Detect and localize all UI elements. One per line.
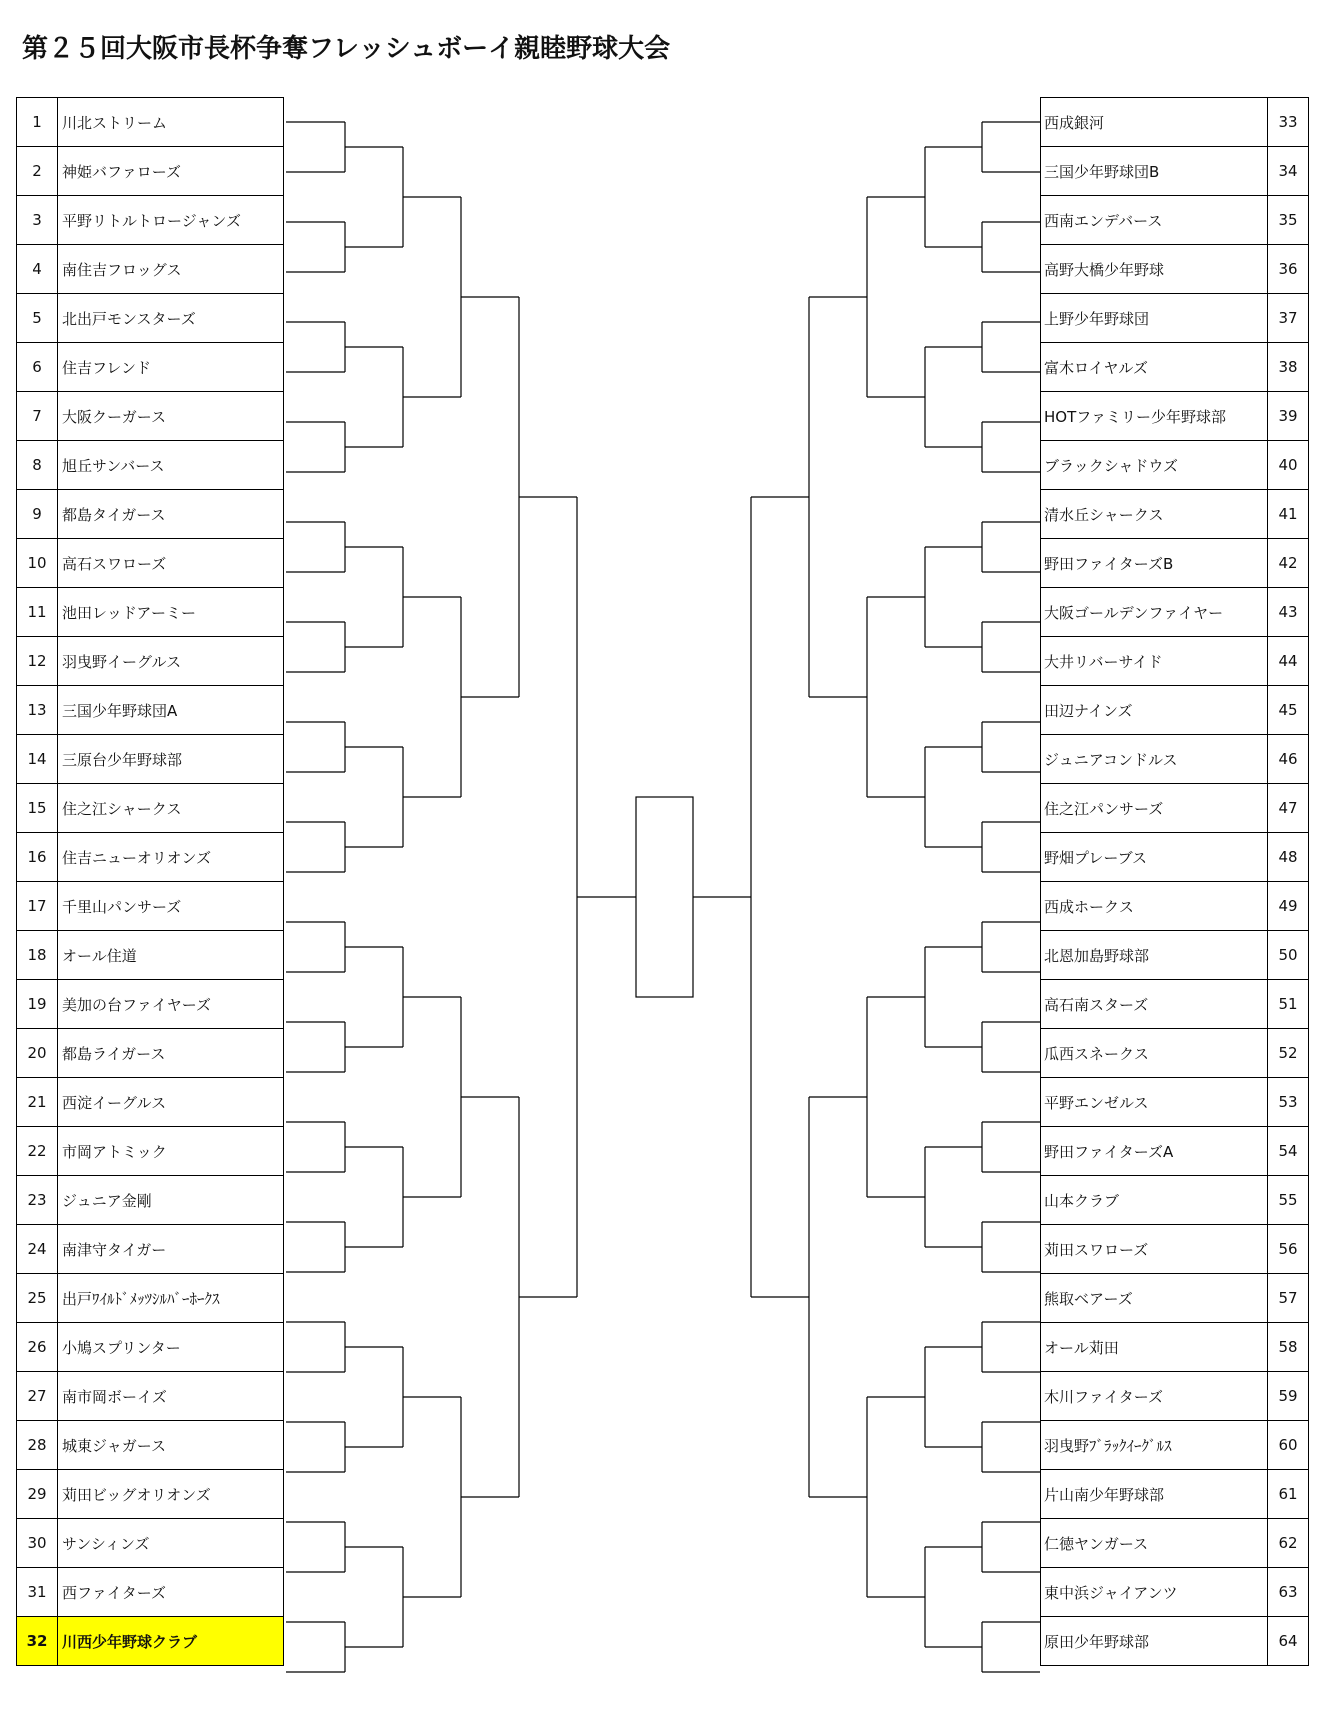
team-name: 三国少年野球団B <box>1041 147 1268 196</box>
team-name: 北出戸モンスターズ <box>58 294 284 343</box>
team-row <box>17 1568 284 1617</box>
team-number: 20 <box>17 1029 58 1078</box>
team-name: 小鳩スプリンター <box>58 1323 284 1372</box>
team-number: 17 <box>17 882 58 931</box>
team-row <box>1041 539 1309 588</box>
team-number: 7 <box>17 392 58 441</box>
team-name: 山本クラブ <box>1041 1176 1268 1225</box>
team-row <box>1041 980 1309 1029</box>
team-name: 池田レッドアーミー <box>58 588 284 637</box>
team-row <box>17 735 284 784</box>
team-name: 西ファイターズ <box>58 1568 284 1617</box>
team-number: 12 <box>17 637 58 686</box>
team-row <box>17 1176 284 1225</box>
team-name: 南住吉フロッグス <box>58 245 284 294</box>
team-row <box>17 1323 284 1372</box>
team-number: 53 <box>1268 1078 1309 1127</box>
team-number: 47 <box>1268 784 1309 833</box>
team-name: 野田ファイターズB <box>1041 539 1268 588</box>
team-name: 西成ホークス <box>1041 882 1268 931</box>
team-number: 14 <box>17 735 58 784</box>
team-row <box>1041 1078 1309 1127</box>
team-row <box>17 1617 284 1666</box>
team-row <box>1041 882 1309 931</box>
team-number: 13 <box>17 686 58 735</box>
team-row <box>17 343 284 392</box>
team-name: ブラックシャドウズ <box>1041 441 1268 490</box>
team-number: 48 <box>1268 833 1309 882</box>
final-box <box>636 797 693 997</box>
team-number: 51 <box>1268 980 1309 1029</box>
team-number: 56 <box>1268 1225 1309 1274</box>
team-row <box>17 980 284 1029</box>
team-name: 美加の台ファイヤーズ <box>58 980 284 1029</box>
team-row <box>1041 245 1309 294</box>
team-name: 大阪ゴールデンファイヤー <box>1041 588 1268 637</box>
team-number: 2 <box>17 147 58 196</box>
team-row <box>1041 833 1309 882</box>
team-name: 川西少年野球クラブ <box>58 1617 284 1666</box>
team-number: 55 <box>1268 1176 1309 1225</box>
team-number: 24 <box>17 1225 58 1274</box>
team-name: 北恩加島野球部 <box>1041 931 1268 980</box>
team-row <box>17 1225 284 1274</box>
team-row <box>1041 147 1309 196</box>
team-name: 高石スワローズ <box>58 539 284 588</box>
team-number: 49 <box>1268 882 1309 931</box>
team-number: 63 <box>1268 1568 1309 1617</box>
team-number: 26 <box>17 1323 58 1372</box>
team-number: 33 <box>1268 98 1309 147</box>
team-number: 35 <box>1268 196 1309 245</box>
team-name: 南市岡ボーイズ <box>58 1372 284 1421</box>
team-number: 32 <box>17 1617 58 1666</box>
team-number: 21 <box>17 1078 58 1127</box>
team-name: 富木ロイヤルズ <box>1041 343 1268 392</box>
page-title: 第２５回大阪市長杯争奪フレッシュボーイ親睦野球大会 <box>22 34 671 64</box>
team-number: 52 <box>1268 1029 1309 1078</box>
team-name: 原田少年野球部 <box>1041 1617 1268 1666</box>
team-name: 苅田スワローズ <box>1041 1225 1268 1274</box>
team-row <box>1041 588 1309 637</box>
team-number: 57 <box>1268 1274 1309 1323</box>
team-row <box>1041 1421 1309 1470</box>
team-row <box>17 245 284 294</box>
team-name: 住之江パンサーズ <box>1041 784 1268 833</box>
team-row <box>1041 1029 1309 1078</box>
team-name: 上野少年野球団 <box>1041 294 1268 343</box>
team-name: 清水丘シャークス <box>1041 490 1268 539</box>
team-row <box>17 1372 284 1421</box>
team-name: 川北ストリーム <box>58 98 284 147</box>
team-row <box>17 588 284 637</box>
team-row <box>17 147 284 196</box>
team-name: 熊取ベアーズ <box>1041 1274 1268 1323</box>
team-name: 野田ファイターズA <box>1041 1127 1268 1176</box>
team-row <box>1041 686 1309 735</box>
team-row <box>17 1470 284 1519</box>
team-number: 19 <box>17 980 58 1029</box>
team-row <box>17 1274 284 1323</box>
team-name: 城東ジャガース <box>58 1421 284 1470</box>
team-row <box>17 784 284 833</box>
team-name: 片山南少年野球部 <box>1041 1470 1268 1519</box>
team-number: 10 <box>17 539 58 588</box>
team-number: 61 <box>1268 1470 1309 1519</box>
team-row <box>1041 1323 1309 1372</box>
team-number: 29 <box>17 1470 58 1519</box>
team-number: 39 <box>1268 392 1309 441</box>
team-name: 都島ライガース <box>58 1029 284 1078</box>
team-name: 瓜西スネークス <box>1041 1029 1268 1078</box>
team-row <box>17 686 284 735</box>
team-number: 30 <box>17 1519 58 1568</box>
team-name: 住吉フレンド <box>58 343 284 392</box>
team-row <box>1041 735 1309 784</box>
team-number: 62 <box>1268 1519 1309 1568</box>
team-name: 西淀イーグルス <box>58 1078 284 1127</box>
team-number: 42 <box>1268 539 1309 588</box>
team-number: 16 <box>17 833 58 882</box>
team-row <box>17 1421 284 1470</box>
team-number: 45 <box>1268 686 1309 735</box>
team-number: 59 <box>1268 1372 1309 1421</box>
team-number: 36 <box>1268 245 1309 294</box>
team-row <box>1041 343 1309 392</box>
team-number: 60 <box>1268 1421 1309 1470</box>
team-row <box>17 196 284 245</box>
team-name: 西成銀河 <box>1041 98 1268 147</box>
team-number: 34 <box>1268 147 1309 196</box>
team-name: 高石南スターズ <box>1041 980 1268 1029</box>
team-number: 31 <box>17 1568 58 1617</box>
team-number: 54 <box>1268 1127 1309 1176</box>
team-number: 38 <box>1268 343 1309 392</box>
team-name: 苅田ビッグオリオンズ <box>58 1470 284 1519</box>
team-number: 8 <box>17 441 58 490</box>
team-row <box>1041 392 1309 441</box>
team-name: サンシィンズ <box>58 1519 284 1568</box>
team-name: HOTファミリー少年野球部 <box>1041 392 1268 441</box>
team-row <box>1041 98 1309 147</box>
team-row <box>1041 1372 1309 1421</box>
team-row <box>17 882 284 931</box>
team-name: 羽曳野ﾌﾞﾗｯｸｲｰｸﾞﾙｽ <box>1041 1421 1268 1470</box>
team-name: オール苅田 <box>1041 1323 1268 1372</box>
team-name: 出戸ﾜｲﾙﾄﾞﾒｯﾂｼﾙﾊﾞｰﾎｰｸｽ <box>58 1274 284 1323</box>
team-name: 大井リバーサイド <box>1041 637 1268 686</box>
team-row <box>17 490 284 539</box>
team-name: 三国少年野球団A <box>58 686 284 735</box>
team-name: 木川ファイターズ <box>1041 1372 1268 1421</box>
team-name: 住之江シャークス <box>58 784 284 833</box>
team-row <box>17 539 284 588</box>
team-number: 3 <box>17 196 58 245</box>
team-row <box>1041 931 1309 980</box>
team-row <box>1041 490 1309 539</box>
team-name: 千里山パンサーズ <box>58 882 284 931</box>
team-row <box>1041 1274 1309 1323</box>
team-name: 羽曳野イーグルス <box>58 637 284 686</box>
team-number: 50 <box>1268 931 1309 980</box>
team-name: 三原台少年野球部 <box>58 735 284 784</box>
team-name: 住吉ニューオリオンズ <box>58 833 284 882</box>
team-row <box>1041 784 1309 833</box>
team-number: 18 <box>17 931 58 980</box>
team-row <box>1041 1617 1309 1666</box>
team-number: 25 <box>17 1274 58 1323</box>
team-number: 1 <box>17 98 58 147</box>
team-name: 田辺ナインズ <box>1041 686 1268 735</box>
team-name: 西南エンデバース <box>1041 196 1268 245</box>
team-name: 平野エンゼルス <box>1041 1078 1268 1127</box>
team-name: 仁徳ヤンガース <box>1041 1519 1268 1568</box>
team-row <box>17 1078 284 1127</box>
team-number: 27 <box>17 1372 58 1421</box>
team-row <box>17 1029 284 1078</box>
team-name: 野畑プレーブス <box>1041 833 1268 882</box>
right-team-table <box>1040 97 1309 1666</box>
team-row <box>17 931 284 980</box>
team-name: 都島タイガース <box>58 490 284 539</box>
team-name: 神姫バファローズ <box>58 147 284 196</box>
team-name: 市岡アトミック <box>58 1127 284 1176</box>
team-number: 15 <box>17 784 58 833</box>
team-row <box>1041 1568 1309 1617</box>
team-number: 11 <box>17 588 58 637</box>
team-name: 平野リトルトロージャンズ <box>58 196 284 245</box>
team-row <box>1041 1470 1309 1519</box>
team-row <box>17 637 284 686</box>
team-name: 高野大橋少年野球 <box>1041 245 1268 294</box>
team-number: 44 <box>1268 637 1309 686</box>
team-row <box>1041 294 1309 343</box>
team-row <box>17 441 284 490</box>
team-number: 40 <box>1268 441 1309 490</box>
team-row <box>1041 637 1309 686</box>
team-number: 6 <box>17 343 58 392</box>
team-name: オール住道 <box>58 931 284 980</box>
team-number: 4 <box>17 245 58 294</box>
team-row <box>1041 196 1309 245</box>
team-row <box>17 392 284 441</box>
team-number: 64 <box>1268 1617 1309 1666</box>
team-row <box>1041 441 1309 490</box>
team-number: 28 <box>17 1421 58 1470</box>
team-number: 5 <box>17 294 58 343</box>
team-name: ジュニア金剛 <box>58 1176 284 1225</box>
team-name: ジュニアコンドルス <box>1041 735 1268 784</box>
team-number: 58 <box>1268 1323 1309 1372</box>
team-row <box>17 833 284 882</box>
team-row <box>1041 1519 1309 1568</box>
team-number: 41 <box>1268 490 1309 539</box>
team-number: 37 <box>1268 294 1309 343</box>
team-row <box>1041 1176 1309 1225</box>
team-number: 43 <box>1268 588 1309 637</box>
team-row <box>1041 1127 1309 1176</box>
team-row <box>17 294 284 343</box>
team-name: 旭丘サンバース <box>58 441 284 490</box>
team-number: 22 <box>17 1127 58 1176</box>
team-row <box>17 1519 284 1568</box>
team-number: 9 <box>17 490 58 539</box>
team-number: 46 <box>1268 735 1309 784</box>
team-name: 東中浜ジャイアンツ <box>1041 1568 1268 1617</box>
team-row <box>1041 1225 1309 1274</box>
team-name: 南津守タイガー <box>58 1225 284 1274</box>
team-name: 大阪クーガース <box>58 392 284 441</box>
left-team-table <box>16 97 284 1666</box>
team-number: 23 <box>17 1176 58 1225</box>
team-row <box>17 1127 284 1176</box>
team-row <box>17 98 284 147</box>
